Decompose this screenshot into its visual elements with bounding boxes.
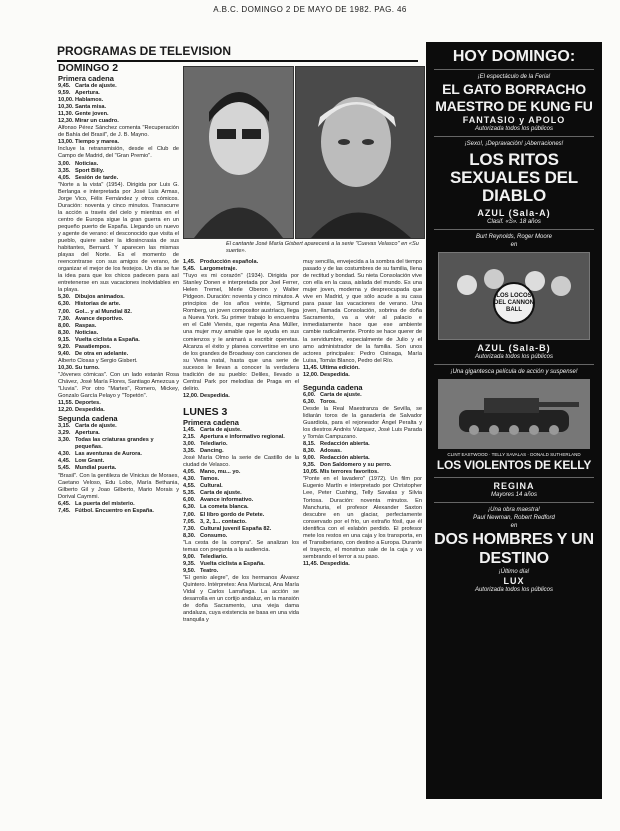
program-entry <box>183 561 299 568</box>
program-entry <box>303 372 422 379</box>
program-name: Cultural. <box>200 483 223 490</box>
program-time: 7,30. <box>58 315 71 322</box>
program-entry <box>183 568 299 575</box>
portrait-image <box>184 67 293 238</box>
program-entry <box>183 519 299 526</box>
program-time: 6,30. <box>183 504 196 511</box>
program-name: Mundial puerta. <box>75 465 117 472</box>
program-entry <box>58 139 179 146</box>
program-time: 9,35. <box>183 560 196 567</box>
program-time: 9,20. <box>58 343 71 350</box>
program-time: 2,15. <box>183 433 196 440</box>
cinema-name: AZUL (Sala-B) <box>477 343 551 353</box>
program-note: "El genio alegre", de los hermanos Álvarez Quintero. Intérpretes: Ana Mariscal, Ana María Vidal y Carlos Larrañaga. La acción se desarrolla en un cortijo andaluz, en la mansión de doña Sacramento, una vieja dama andaluza, cuya existencia se basa en una vida tranquila y <box>183 574 299 624</box>
program-note: José María Olmo la serie de Castillo de la ciudad de Velasco. <box>183 455 299 469</box>
program-name: Mis terrores favoritos. <box>320 469 379 476</box>
program-time: 5,30. <box>58 294 71 301</box>
program-entry <box>58 365 179 372</box>
program-name: Producción española. <box>200 259 259 265</box>
program-entry <box>183 266 299 273</box>
program-time: 4,30. <box>58 451 71 458</box>
program-entry <box>183 533 299 540</box>
program-time: 3,29. <box>58 430 71 437</box>
program-time: 6,00. <box>183 497 196 504</box>
ad-tagline: ¡Una gigantesca película de acción y suspense! <box>450 369 578 375</box>
program-entry <box>58 316 179 323</box>
program-time: 4,30. <box>183 476 196 483</box>
program-time: 1,45. <box>183 426 196 433</box>
program-name: 3, 2, 1... contacto. <box>200 518 247 525</box>
channel-heading: Primera cadena <box>183 417 239 427</box>
cinema-name: AZUL (Sala-A) <box>477 208 551 218</box>
ad-tagline: ¡Una obra maestra! <box>488 507 540 513</box>
program-entry <box>183 504 299 511</box>
program-entry <box>58 501 179 508</box>
actors-connector: en <box>510 242 518 248</box>
program-time: 12,30. <box>58 118 74 125</box>
ad-tagline: ¡Último día! <box>498 569 530 575</box>
program-note: "Ponte en el lavadero" (1972). Un film por Eugenio Martín e interpretado por Christopher Lee, Peter Cushing, Telly Savalas y Silvia Tortosa. Duración: noventa minutos. En Manchuria, el profesor Alexander Saxton descubre en un glaciar, perfectamente conservado por el frío, un extraño fósil, que él identifica con el eslabón perdido. El profesor mete los restos en una caja y los transporta, en el Transiberiano, con destino a Europa. Durante el trayecto, el monstruo sale de la caja y va sembrando el terror a su paso. <box>303 476 422 560</box>
program-note: "Tuyo es mi corazón" (1934). Dirigida por Stanley Donen e interpretada por Joel Ferrer, Helen Tremel, Merle Oberon y Walter Pidgeon. Duración: noventa y cinco minutos. A principios de los años veinte, Sigmund Romberg, un joven compositor austríaco, llega a Nueva York. Su primer trabajo lo encuentra en el Café Vienés, que regenta Ana Müller, una mujer muy amable que le ayuda en sus comienzos y le animará a escribir operetas. Alcanza el éxito y planea convertirse en uno de los grandes de Broadway con canciones de su Viena natal, hasta que una serie de sucesos le llevan a conocer la verdadera tradición de su pueblo: Deliles, llevado a Central Park por melodías de Praga en el delirio. <box>183 273 299 392</box>
program-entry <box>58 351 179 358</box>
program-entry <box>58 294 179 301</box>
program-time: 11,45. <box>303 560 319 567</box>
program-entry <box>303 392 422 399</box>
program-name: Ultima edición. <box>320 364 360 371</box>
actors: Paul Newman, Robert Redford <box>473 515 555 521</box>
cinema-name: FANTASIO y APOLO <box>462 115 566 125</box>
program-name: Mano, mu... yo. <box>200 469 241 476</box>
program-entry <box>58 430 179 437</box>
tank-art <box>439 380 589 448</box>
program-time: 4,45. <box>58 458 71 465</box>
program-name: Despedida. <box>200 392 230 399</box>
program-name: Low Grant. <box>75 458 105 465</box>
program-time: 10,30. <box>58 364 74 371</box>
program-time: 7,30. <box>183 525 196 532</box>
program-name: Despedida. <box>75 407 105 414</box>
program-time: 11,55. <box>58 400 74 407</box>
program-name: Noticias. <box>75 160 99 167</box>
section-title: PROGRAMAS DE TELEVISION <box>57 42 418 62</box>
channel-heading: Segunda cadena <box>303 382 363 392</box>
program-time: 12,00. <box>183 392 199 399</box>
program-note: muy sencilla, envejecida a la sombra del tiempo pasado y de las costumbres de su familia, llena de rectitud y bondad. Su nieta Consolación vive con ella en la casa, aislada del mundo. Es una mujer joven, moderna y despreocupada que vive en Madrid, y que sólo acude a su casa para pasar las vacaciones de verano. Una joven, llamada Consolación, sobrina de doña Sacramento, va a vivir al palacio e inmediatamente hace que ese ambiente cambie radicalmente. Pronto se hace querer de la servidumbre, especialmente de Julio y el amo administrador de la familia. Son unos actores principales: Pedro Osinaga, María Luisa, Tomás Blanco, Pedro del Río. <box>303 259 422 364</box>
program-name: Carta de ajuste. <box>75 423 117 430</box>
program-name: Vuelta ciclista a España. <box>200 560 265 567</box>
program-time: 7,45. <box>58 507 71 514</box>
program-entry <box>58 437 179 451</box>
ad-headline: HOY DOMINGO: <box>452 48 576 65</box>
program-name: Telediario. <box>200 441 228 448</box>
program-time: 7,00. <box>58 308 71 315</box>
program-name: Mirar un cuadro. <box>75 118 119 125</box>
program-time: 12,00. <box>303 371 319 378</box>
program-note: "Norte a la vista" (1954). Dirigida por Luis G. Berlanga e interpretada por José Luis Armas, Jorge Vico, Félix Fernández y otros cómicos. Duración: noventa y cinco minutos. Transcurre la acción a través del cielo y mientras en el centro de Europa sigue la gran guerra en un pequeño puerto de España. Llegando un nuevo y agente de verano: el desconocido que visita el pueblo, quiere saber la idiosincrasia de sus habitantes, Bernard. Y aparecen las mismas playas del Norte. Es el momento de reencontrarse con sus amigos de verano, de organizar el mejor de los festejos. Un día se fue la idea para que los chicos padecen para así entretenerse en sus vacaciones inolvidables en la playa. <box>58 181 179 294</box>
program-note: Incluye la retransmisión, desde el Club de Campo de Madrid, del "Gran Premio". <box>58 146 179 160</box>
channel-heading: Segunda cadena <box>58 414 118 424</box>
program-time: 11,45. <box>303 364 319 371</box>
program-entry <box>58 83 179 90</box>
program-time: 3,00. <box>58 160 71 167</box>
program-entry <box>303 448 422 455</box>
program-entry <box>58 111 179 118</box>
rating-note: Autorizada todos los públicos <box>474 587 554 593</box>
photo-left <box>183 66 294 239</box>
program-entry <box>183 393 299 400</box>
poster-image <box>438 252 590 340</box>
day-heading: LUNES 3 <box>183 405 228 418</box>
program-name: Apertura. <box>75 430 100 437</box>
rating-note: Autorizada todos los públicos <box>474 126 554 132</box>
program-entry <box>303 365 422 372</box>
program-time: 10,00. <box>58 97 74 104</box>
actors-connector: en <box>510 523 518 529</box>
program-entry <box>58 301 179 308</box>
program-name: Avance deportivo. <box>75 315 124 322</box>
program-name: Dancing. <box>200 448 224 455</box>
program-time: 8,30. <box>303 448 316 455</box>
program-entry <box>58 400 179 407</box>
program-entry <box>183 259 299 266</box>
program-name: Tiempo y marea. <box>75 139 120 146</box>
tank-image <box>438 379 590 449</box>
program-time: 8,15. <box>303 441 316 448</box>
program-name: La puerta del misterio. <box>75 500 135 507</box>
program-name: Hablamos. <box>75 97 104 104</box>
program-name: Carta de ajuste. <box>75 83 117 89</box>
program-entry <box>303 469 422 476</box>
page-header: A.B.C. DOMINGO 2 DE MAYO DE 1982. PAG. 46 <box>213 5 407 14</box>
program-name: Adosas. <box>320 448 342 455</box>
program-name: Tamos. <box>200 476 220 483</box>
program-name: Redacción abierta. <box>320 455 370 462</box>
program-entry <box>58 344 179 351</box>
program-entry <box>58 465 179 472</box>
program-name: Dibujos animados. <box>75 294 125 301</box>
day-heading: DOMINGO 2 <box>58 62 119 74</box>
program-entry <box>58 423 179 430</box>
program-name: Despedida. <box>320 371 350 378</box>
program-time: 4,05. <box>183 469 196 476</box>
program-name: Gente joven. <box>75 111 109 118</box>
program-time: 5,45. <box>58 465 71 472</box>
program-name: Toros. <box>320 398 337 405</box>
cinema-advertisement <box>426 42 602 799</box>
program-time: 9,45. <box>58 83 71 89</box>
program-name: Sport Billy. <box>75 167 105 174</box>
program-time: 11,30. <box>58 111 74 118</box>
program-name: Carta de ajuste. <box>320 391 362 398</box>
program-time: 3,35. <box>183 448 196 455</box>
program-entry <box>58 330 179 337</box>
program-time: 5,45. <box>183 266 196 273</box>
program-time: 5,35. <box>183 490 196 497</box>
program-time: 9,35. <box>303 462 316 469</box>
program-entry <box>183 490 299 497</box>
program-name: Don Saldomero y su perro. <box>320 462 392 469</box>
program-name: El libro gordo de Petete. <box>200 511 265 518</box>
program-name: Santa misa. <box>75 104 107 111</box>
program-note: "Jóvenes cómicas". Con un lado estarán Rosa Chávez, José María Flores, Santiago Amezcua y "Lluvia". Por otro "Martes", Romero, Mickey, Gonzalo García Pelayo y "Topetón". <box>58 371 179 400</box>
program-name: De otra en adelante. <box>75 350 129 357</box>
cinema-name: LUX <box>503 576 525 586</box>
program-time: 8,30. <box>58 329 71 336</box>
photo-right <box>295 66 425 239</box>
rating-note: Clasif. «S». 18 años <box>487 219 541 225</box>
program-time: 4,55. <box>183 483 196 490</box>
program-entry <box>183 476 299 483</box>
program-entry <box>183 469 299 476</box>
program-entry <box>58 90 179 97</box>
program-entry <box>58 168 179 175</box>
program-time: 9,50. <box>183 567 196 574</box>
actors: Burt Reynolds, Roger Moore <box>475 234 553 240</box>
program-time: 9,59. <box>58 90 71 97</box>
movie-title: DOS HOMBRES Y UN DESTINO <box>434 531 594 567</box>
program-name: Apertura. <box>75 90 100 97</box>
program-time: 3,15. <box>58 423 71 430</box>
program-name: Gol... y al Mundial 82. <box>75 308 132 315</box>
column-domingo <box>58 62 179 515</box>
movie-title: MAESTRO DE KUNG FU <box>435 98 593 114</box>
program-time: 3,00. <box>183 441 196 448</box>
ad-tagline: ¡El espectáculo de la Feria! <box>477 74 551 80</box>
movie-title: EL GATO BORRACHO <box>442 81 586 97</box>
program-note: Desde la Real Maestranza de Sevilla, se lidiarán toros de la ganadería de Salvador Guardiola, para el rejoneador Ángel Peralta y los diestros Andrés Vázquez, José Luis Parada y Tomás Campuzano. <box>303 405 422 441</box>
program-time: 7,05. <box>183 518 196 525</box>
program-time: 1,45. <box>183 259 196 265</box>
poster-title: LOS LOCOS DEL CANNON BALL <box>494 293 534 313</box>
program-entry <box>183 512 299 519</box>
program-name: Vuelta ciclista a España. <box>75 336 140 343</box>
portrait-image <box>296 67 424 238</box>
program-name: Despedida. <box>320 560 350 567</box>
program-entry <box>303 561 422 568</box>
program-entry <box>58 458 179 465</box>
program-entry <box>58 508 179 515</box>
channel-heading: Primera cadena <box>58 74 114 83</box>
program-entry <box>183 434 299 441</box>
program-entry <box>183 441 299 448</box>
program-time: 4,05. <box>58 174 71 181</box>
program-time: 6,30. <box>58 301 71 308</box>
movie-title: LOS VIOLENTOS DE KELLY <box>436 458 592 472</box>
program-time: 9,40. <box>58 350 71 357</box>
program-name: Carta de ajuste. <box>200 426 242 433</box>
program-name: Redacción abierta. <box>320 441 370 448</box>
program-name: Apertura e informativo regional. <box>200 433 285 440</box>
program-entry <box>58 97 179 104</box>
program-time: 10,30. <box>58 104 74 111</box>
program-name: Consumo. <box>200 532 228 539</box>
program-entry <box>58 309 179 316</box>
program-note: Alberto Closas y Sergio Gisbert. <box>58 357 138 364</box>
program-entry <box>58 118 179 125</box>
program-name: Pasatiempos. <box>75 343 112 350</box>
program-time: 12,20. <box>58 407 74 414</box>
program-time: 3,30. <box>58 437 71 444</box>
program-name: Raspas. <box>75 322 97 329</box>
program-entry <box>58 161 179 168</box>
program-name: Teatro. <box>200 567 219 574</box>
program-time: 13,00. <box>58 139 74 146</box>
program-name: La cometa blanca. <box>200 504 249 511</box>
program-time: 6,00. <box>303 391 316 398</box>
program-name: Historias de arte. <box>75 301 121 308</box>
program-entry <box>58 451 179 458</box>
program-entry <box>303 462 422 469</box>
program-name: Todas las criaturas grandes y pequeñas. <box>75 437 154 451</box>
program-entry <box>303 441 422 448</box>
film-credits: CLINT EASTWOOD · TELLY SAVALAS · DONALD SUTHERLAND <box>447 452 581 457</box>
photo-caption: El cantante José María Gisbert aparecerá a la serie "Cuevas Velasco" en «Su suerte». <box>226 241 419 254</box>
program-entry <box>183 554 299 561</box>
program-name: Las aventuras de Aurora. <box>75 451 142 458</box>
program-time: 8,00. <box>58 322 71 329</box>
program-note: "La cesta de la compra". Se analizan los temas con pregunta a la audiencia. <box>183 539 299 553</box>
program-entry <box>183 448 299 455</box>
column-middle <box>183 259 299 624</box>
program-time: 7,00. <box>183 511 196 518</box>
program-entry <box>58 175 179 182</box>
program-entry <box>58 323 179 330</box>
program-time: 9,00. <box>183 553 196 560</box>
program-note: "Brasil". Con la gentileza de Vinicius de Moraes, Caetano Veloso, Edu Lobo, María Bethania, Gilberto Gil y Joao Gilberto, Mario Morais y Dorival Caymmi. <box>58 472 179 500</box>
program-name: Avance informativo. <box>200 497 254 504</box>
program-name: Cultural juvenil España 82. <box>200 525 272 532</box>
program-time: 3,35. <box>58 167 71 174</box>
program-entry <box>303 399 422 406</box>
program-name: Noticias. <box>75 329 99 336</box>
program-entry <box>183 483 299 490</box>
rating-note: Mayores 14 años <box>490 492 538 498</box>
program-entry <box>58 337 179 344</box>
program-entry <box>183 526 299 533</box>
movie-title: LOS RITOS SEXUALES DEL DIABLO <box>450 150 578 205</box>
program-name: Largometraje. <box>200 266 237 273</box>
column-right <box>303 259 422 568</box>
program-name: Su turno. <box>75 364 100 371</box>
program-entry <box>303 455 422 462</box>
program-name: Deportes. <box>75 400 101 407</box>
program-time: 6,45. <box>58 500 71 507</box>
program-name: Telediario. <box>200 553 228 560</box>
program-note: Alfonso Pérez Sánchez comenta "Recuperación de Bahía del Brasil", de J. B. Mayno. <box>58 125 179 139</box>
program-entry <box>183 427 299 434</box>
program-time: 8,30. <box>183 532 196 539</box>
ad-tagline: ¡Sexo!, ¡Depravación! ¡Aberraciones! <box>464 141 564 147</box>
program-entry <box>58 104 179 111</box>
program-name: Carta de ajuste. <box>200 490 242 497</box>
program-entry <box>58 407 179 414</box>
program-time: 6,30. <box>303 398 316 405</box>
program-time: 9,15. <box>58 336 71 343</box>
program-time: 9,00. <box>303 455 316 462</box>
program-name: Fútbol. Encuentro en España. <box>75 507 154 514</box>
program-time: 10,05. <box>303 469 319 476</box>
rating-note: Autorizada todos los públicos <box>474 354 554 360</box>
cinema-name: REGINA <box>493 481 535 491</box>
program-name: Sesión de tarde. <box>75 174 119 181</box>
program-entry <box>183 497 299 504</box>
